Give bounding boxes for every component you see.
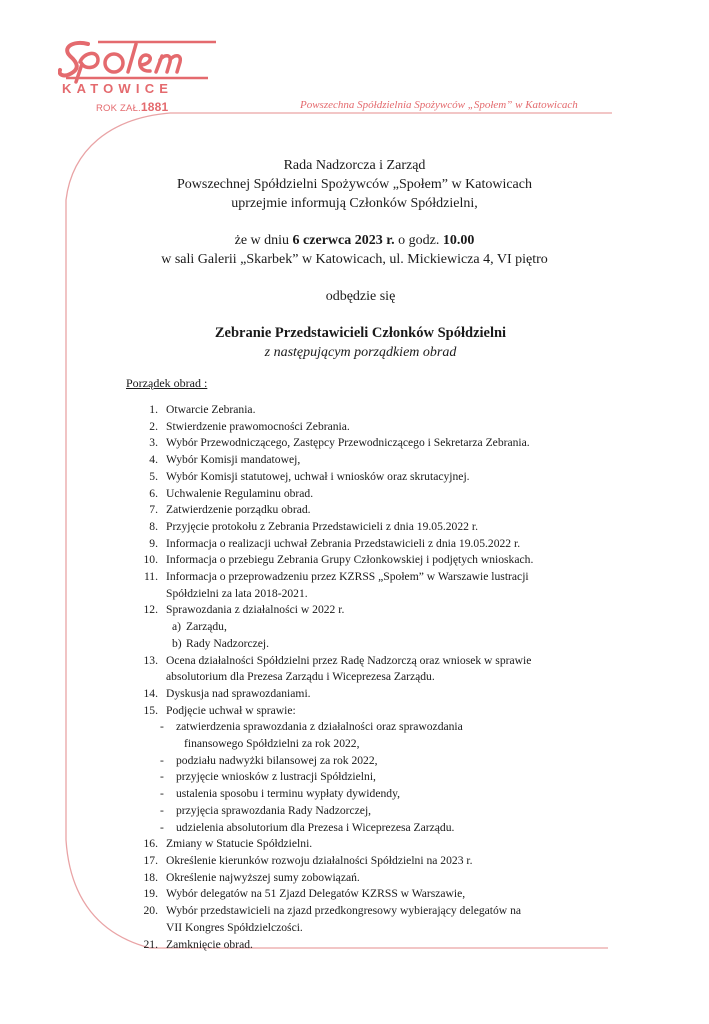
subitem-text: podziału nadwyżki bilansowej za rok 2022, [176,753,378,767]
item-number: 13. [143,653,158,667]
agenda-item [126,502,606,519]
agenda-label: Porządek obrad : [126,376,208,390]
intro-line-3: uprzejmie informują Członków Spółdzielni, [231,196,478,211]
subitem-text: ustalenia sposobu i terminu wypłaty dywidendy, [176,787,401,801]
item-text: Podjęcie uchwał w sprawie: [166,703,296,717]
agenda-item [126,686,606,703]
time-prefix: o godz. [394,233,443,248]
subitem-marker: - [160,753,164,767]
agenda-subitem [126,619,606,636]
item-continuation: Spółdzielni za lata 2018-2021. [166,586,308,600]
item-number: 14. [143,686,158,700]
item-number: 17. [143,853,158,867]
subitem-continuation: finansowego Spółdzielni za rok 2022, [184,737,360,751]
item-number: 21. [143,937,158,951]
will-be-held: odbędzie się [325,289,396,304]
agenda-item [126,870,606,887]
item-number: 3. [149,436,158,450]
meeting-date-line [0,231,709,250]
item-number: 20. [143,904,158,918]
agenda-subitem [126,753,606,770]
item-number: 6. [149,486,158,500]
agenda-item [126,552,606,569]
item-text: Wybór Przewodniczącego, Zastępcy Przewodniczącego i Sekretarza Zebrania. [166,436,530,450]
subitem-marker: - [160,787,164,801]
agenda-list [126,402,606,953]
item-text: Wybór Komisji statutowej, uchwał i wniosków oraz skrutacyjnej. [166,469,470,483]
meeting-title: Zebranie Przedstawicieli Członków Spółdzielni [214,325,507,341]
item-text: Zmiany w Statucie Spółdzielni. [166,837,313,851]
agenda-item [126,937,606,954]
agenda-item [126,469,606,486]
subitem-text: udzielenia absolutorium dla Prezesa i Wiceprezesa Zarządu. [176,820,455,834]
agenda-item [126,569,606,586]
subitem-marker: a) [172,620,182,634]
logo-founded-prefix: ROK ZAŁ. [96,103,141,114]
date-prefix: że w dniu [234,233,293,248]
agenda-item [126,853,606,870]
agenda-item [126,886,606,903]
item-text: Określenie kierunków rozwoju działalności Spółdzielni na 2023 r. [166,853,473,867]
item-number: 2. [149,419,158,433]
meeting-date: 6 czerwca 2023 r. [292,233,395,248]
agenda-item [126,419,606,436]
item-number: 15. [143,703,158,717]
agenda-subitem [126,803,606,820]
subitem-text: przyjęcie wniosków z lustracji Spółdzielni, [176,770,376,784]
item-text: Wybór delegatów na 51 Zjazd Delegatów KZRSS w Warszawie, [166,887,466,901]
item-text: Informacja o przeprowadzeniu przez KZRSS „Społem” w Warszawie lustracji [166,570,529,584]
agenda-item [126,536,606,553]
item-number: 18. [143,870,158,884]
item-text: Wybór przedstawicieli na zjazd przedkongresowy wybierający delegatów na [166,904,522,918]
subitem-marker: - [160,770,164,784]
agenda-item [126,602,606,619]
agenda-item [126,452,606,469]
item-text: Zamknięcie obrad. [166,937,253,951]
agenda-subitem [126,820,606,837]
agenda-item [126,836,606,853]
subitem-text: Zarządu, [186,620,227,634]
subitem-text: Rady Nadzorczej. [186,636,270,650]
intro-line-1: Rada Nadzorcza i Zarząd [283,158,426,173]
subitem-text: przyjęcia sprawozdania Rady Nadzorczej, [176,803,372,817]
item-number: 10. [143,553,158,567]
item-text: Ocena działalności Spółdzielni przez Radę Nadzorczą oraz wniosek w sprawie [166,653,532,667]
item-text: Przyjęcie protokołu z Zebrania Przedstawicieli z dnia 19.05.2022 r. [166,519,478,533]
meeting-subtitle: z następującym porządkiem obrad [264,345,457,360]
item-number: 8. [149,519,158,533]
item-text: Stwierdzenie prawomocności Zebrania. [166,419,350,433]
item-number: 12. [143,603,158,617]
agenda-item [126,653,606,670]
subitem-marker: - [160,720,164,734]
logo-founded-year: 1881 [140,100,169,114]
meeting-place: w sali Galerii „Skarbek” w Katowicach, ul. Mickiewicza 4, VI piętro [161,252,548,267]
agenda-item [126,435,606,452]
subitem-marker: b) [172,636,182,650]
agenda-item [126,486,606,503]
item-number: 1. [149,403,158,416]
item-continuation: VII Kongres Spółdzielczości. [166,920,303,934]
intro-line-2: Powszechnej Spółdzielni Spożywców „Społem” w Katowicach [177,177,532,192]
item-number: 9. [149,536,158,550]
logo-city: KATOWICE [62,81,174,96]
item-text: Uchwalenie Regulaminu obrad. [166,486,314,500]
item-number: 16. [143,837,158,851]
subitem-text: zatwierdzenia sprawozdania z działalności oraz sprawozdania [176,720,463,734]
item-text: Zatwierdzenie porządku obrad. [166,503,311,517]
item-text: Określenie najwyższej sumy zobowiązań. [166,870,360,884]
item-number: 11. [143,570,158,584]
agenda-subitem [126,769,606,786]
agenda-item [126,903,606,920]
agenda-subitem [126,636,606,653]
item-text: Informacja o realizacji uchwał Zebrania Przedstawicieli z dnia 19.05.2022 r. [166,536,521,550]
item-text: Informacja o przebiegu Zebrania Grupy Członkowskiej i podjętych wnioskach. [166,553,534,567]
agenda-item [126,519,606,536]
item-number: 4. [149,453,158,467]
subitem-marker: - [160,803,164,817]
item-number: 5. [149,469,158,483]
item-continuation: absolutorium dla Prezesa Zarządu i Wiceprezesa Zarządu. [166,670,435,684]
agenda-subitem [126,719,606,736]
item-number: 7. [149,503,158,517]
agenda-item [126,703,606,720]
agenda-subitem [126,786,606,803]
agenda-item [126,402,606,419]
item-text: Otwarcie Zebrania. [166,403,256,416]
subitem-marker: - [160,820,164,834]
meeting-time: 10.00 [442,233,475,248]
item-number: 19. [143,887,158,901]
header-tagline: Powszechna Spółdzielnia Spożywców „Społem” w Katowicach [300,99,578,111]
item-text: Dyskusja nad sprawozdaniami. [166,686,311,700]
item-text: Sprawozdania z działalności w 2022 r. [166,603,345,617]
item-text: Wybór Komisji mandatowej, [166,453,301,467]
